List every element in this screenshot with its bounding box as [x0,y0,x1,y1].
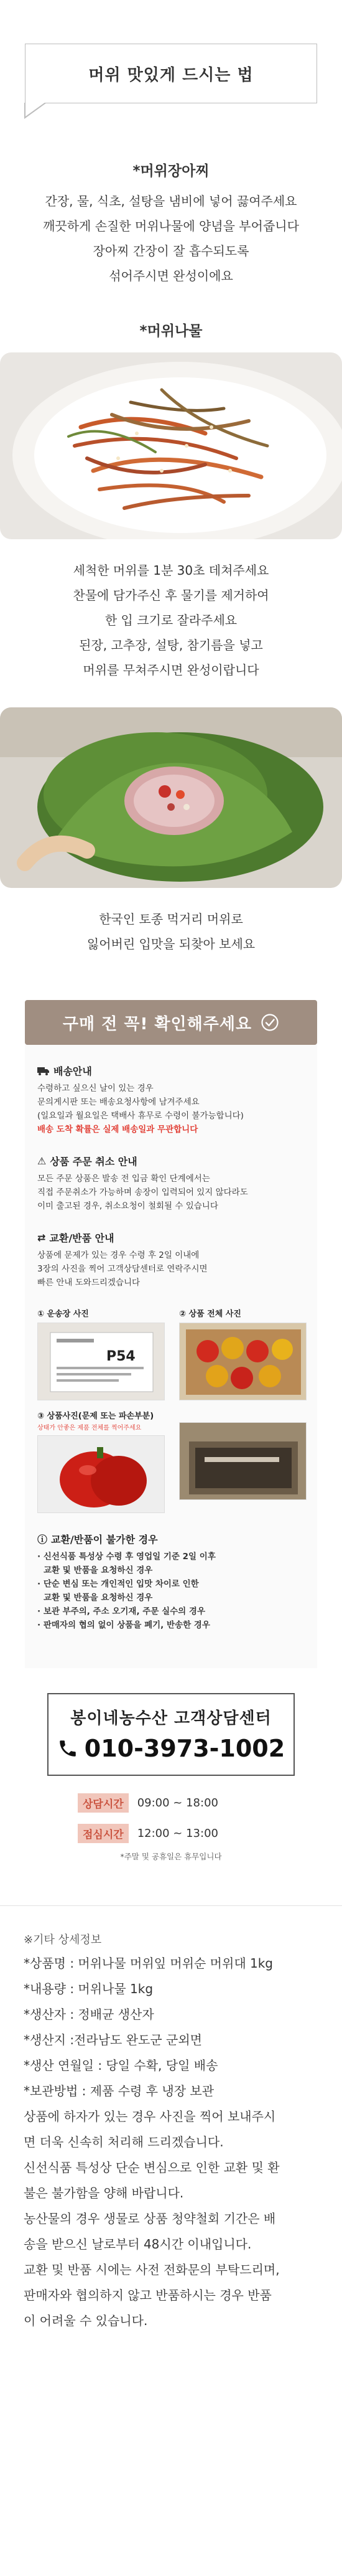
details-line: 상품에 하자가 있는 경우 사진을 찍어 보내주시 [24,2109,276,2124]
alert-circle-icon: ⓘ [37,1534,48,1545]
details-line: 교환 및 반품 시에는 사전 전화문의 부탁드리며, [24,2262,280,2277]
delivery-line: 문의게시판 또는 배송요청사항에 남겨주세요 [37,1097,200,1107]
customer-center-phone[interactable] [49,1735,293,1762]
warning-icon: ⚠ [37,1155,47,1167]
namul-line: 머위를 무쳐주시면 완성이랍니다 [83,663,259,677]
notice-section [0,1000,342,1668]
namul-line: 된장, 고추장, 설탕, 참기름을 넣고 [79,638,263,653]
impossible-heading [37,1532,310,1546]
delivery-heading [37,1064,310,1078]
ssam-section [0,707,342,956]
details-line: 불은 불가함을 양해 바랍니다. [24,2186,184,2201]
impossible-line: 교환 및 반품을 요청하신 경우 [44,1565,153,1575]
exchange-icon: ⇄ [37,1232,46,1243]
cancel-heading-text: 상품 주문 취소 안내 [50,1156,137,1168]
details-line: 이 어려울 수 있습니다. [24,2313,148,2328]
jangajji-line: 섞어주시면 완성이에요 [109,268,233,283]
exchange-info [37,1230,310,1290]
photo-caption: ① 운송장 사진 [37,1309,89,1319]
customer-center-title: 봉이네농수산 고객상담센터 [70,1709,272,1728]
namul-line: 세척한 머위를 1분 30초 데쳐주세요 [73,563,269,578]
delivery-line: 수령하고 싶으신 날이 있는 경우 [37,1083,154,1093]
jangajji-heading: *머위장아찌 [132,163,210,179]
notice-body [25,1045,317,1668]
namul-photo [0,352,342,539]
namul-heading: *머위나물 [139,323,203,339]
waybill-photo [37,1323,165,1400]
exchange-line: 3장의 사진을 찍어 고객상담센터로 연락주시면 [37,1264,208,1274]
lunch-hours-label: 점심시간 [78,1824,129,1843]
ssam-line: 잃어버린 입맛을 되찾아 보세요 [86,937,256,951]
details-line: 송을 받으신 날로부터 48시간 이내입니다. [24,2237,252,2252]
example-photo-grid [37,1307,310,1513]
jangajji-section [0,159,342,288]
details-line: 판매자와 협의하지 않고 반품하시는 경우 반품 [24,2288,272,2303]
delivery-heading-text: 배송안내 [53,1065,92,1077]
impossible-info [37,1532,310,1632]
details-line: *보관방법 : 제품 수령 후 냉장 보관 [24,2083,215,2098]
title-section [0,0,342,128]
phone-number: 010-3973-1002 [84,1735,285,1762]
cancel-line: 직접 주문취소가 가능하며 송장이 입력되어 있지 않다라도 [37,1187,248,1197]
impossible-line: 교환 및 반품을 요청하신 경우 [44,1593,153,1603]
details-line: *생산자 : 정배균 생산자 [24,2007,154,2022]
namul-text [0,558,342,682]
details-line: *상품명 : 머위나물 머위잎 머위순 머위대 1kg [24,1956,274,1971]
impossible-line: · 보관 부주의, 주소 오기재, 주문 실수의 경우 [37,1606,205,1616]
consult-hours [78,1793,264,1813]
photo-caption: ② 상품 전체 사진 [179,1309,241,1319]
phone-icon [57,1738,78,1759]
product-details [0,1905,342,2371]
details-line: 농산물의 경우 생물로 상품 청약철회 기간은 배 [24,2211,276,2226]
jangajji-line: 장아찌 간장이 잘 흡수되도록 [93,243,249,258]
jangajji-line: 깨끗하게 손질한 머위나물에 양념을 부어줍니다 [43,219,299,234]
cancel-line: 이미 출고된 경우, 취소요청이 철회될 수 있습니다 [37,1201,218,1211]
damage-photo [37,1435,165,1513]
namul-line: 한 입 크기로 잘라주세요 [104,613,238,628]
namul-line: 찬물에 담가주신 후 물기를 제거하여 [73,588,269,603]
jangajji-text [0,189,342,288]
waybill-code: P54 [106,1349,136,1364]
box-photo [179,1422,307,1500]
photo-caption: ③ 상품사진(문제 또는 파손부분) [37,1412,154,1421]
damage-photo-example [37,1409,168,1513]
jangajji-line: 간장, 물, 식초, 설탕을 냄비에 넣어 끓여주세요 [45,194,297,209]
delivery-info [37,1064,310,1136]
cancel-info [37,1154,310,1213]
exchange-line: 상품에 문제가 있는 경우 수령 후 2일 이내에 [37,1250,200,1260]
holiday-note: *주말 및 공휴일은 휴무입니다 [120,1852,222,1861]
ssam-line: 한국인 토종 먹거리 머위로 [99,912,243,927]
lunch-hours [78,1824,264,1843]
namul-section [0,319,342,682]
ssam-text [0,907,342,956]
notice-banner-label: 구매 전 꼭! 확인해주세요 [62,1014,252,1034]
cancel-line: 모든 주문 상품은 발송 전 입금 확인 단계에서는 [37,1174,210,1184]
details-heading: ※기타 상세정보 [24,1933,102,1946]
product-photo [179,1323,307,1400]
impossible-line: · 판매자의 협의 없이 상품을 폐기, 반송한 경우 [37,1620,210,1630]
details-line: *생산지 :전라남도 완도군 군외면 [24,2032,202,2047]
ssam-photo [0,707,342,888]
impossible-heading-text: 교환/반품이 불가한 경우 [51,1534,158,1545]
waybill-photo-example [37,1307,168,1400]
exchange-heading [37,1230,310,1245]
consult-hours-value: 09:00 ~ 18:00 [137,1796,218,1809]
exchange-heading-text: 교환/반품 안내 [49,1232,114,1244]
box-photo-example [179,1409,310,1513]
details-line: 신선식품 특성상 단순 변심으로 인한 교환 및 환 [24,2160,280,2175]
customer-center-box [47,1693,295,1776]
delivery-warning: 배송 도착 확률은 실제 배송일과 무관합니다 [37,1125,198,1135]
lunch-hours-value: 12:00 ~ 13:00 [137,1827,218,1840]
product-photo-example [179,1307,310,1400]
impossible-line: · 단순 변심 또는 개인적인 입맛 차이로 인한 [37,1579,199,1589]
details-line: *생산 연월일 : 당일 수확, 당일 배송 [24,2058,218,2073]
details-line: *내용량 : 머위나물 1kg [24,1981,154,1996]
truck-icon [37,1066,50,1076]
photo-subcaption: 상태가 안좋은 제품 전체를 찍어주세요 [37,1425,142,1432]
impossible-line: · 신선식품 특성상 수령 후 영업일 기준 2일 이후 [37,1552,216,1562]
cancel-heading [37,1154,310,1168]
details-line: 면 더욱 신속히 처리해 드리겠습니다. [24,2135,224,2149]
exchange-line: 빠른 안내 도와드리겠습니다 [37,1278,141,1288]
delivery-line: (일요일과 월요일은 택배사 휴무로 수령이 불가능합니다) [37,1111,244,1121]
hours-section [78,1793,264,1862]
page-title: 머위 맛있게 드시는 법 [25,44,317,103]
check-circle-icon [261,1013,279,1032]
notice-banner [25,1000,317,1045]
consult-hours-label: 상담시간 [78,1793,129,1813]
